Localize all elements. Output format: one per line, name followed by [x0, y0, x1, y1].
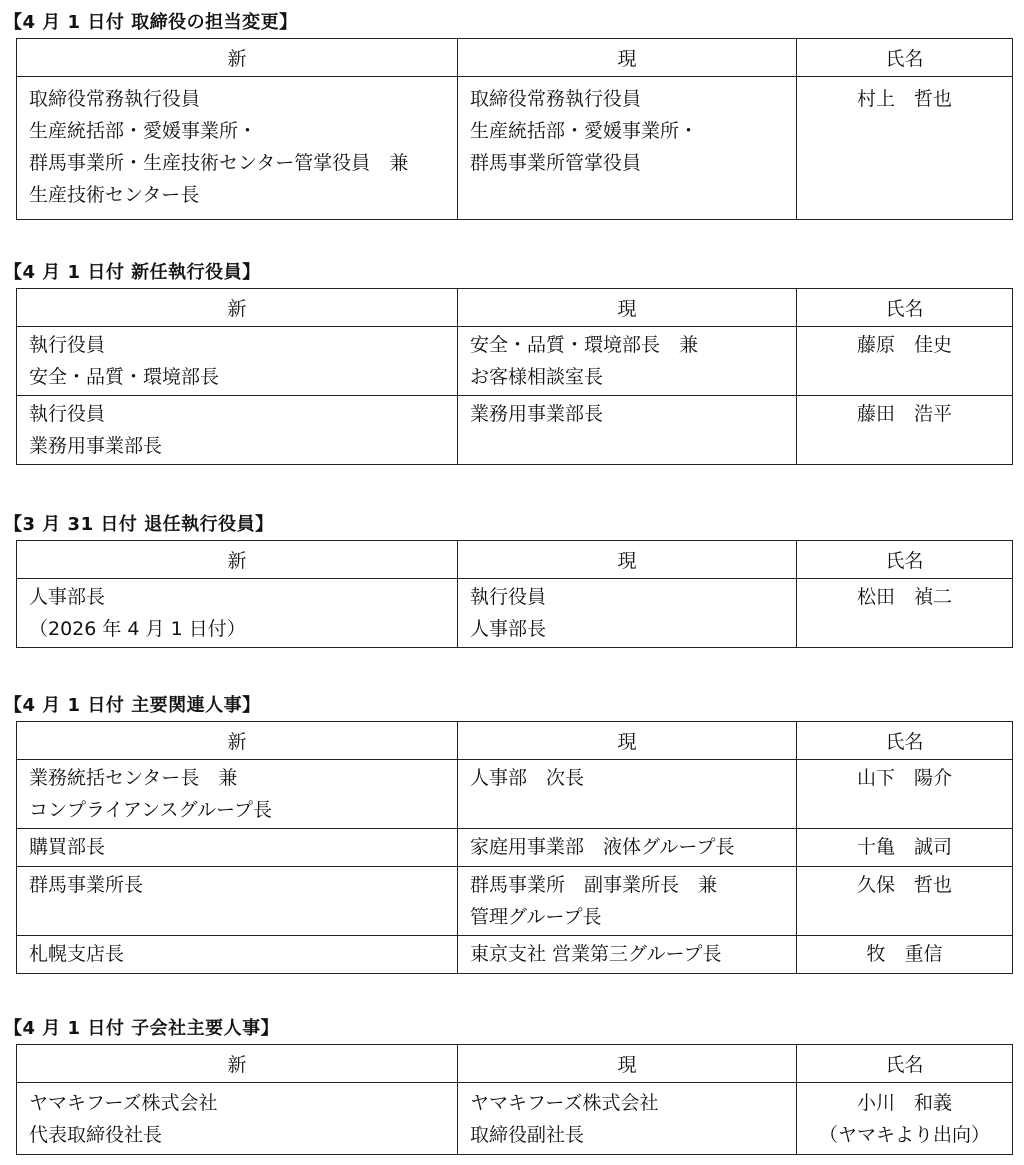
header-name: 氏名	[797, 1045, 1013, 1083]
current-position-line: 群馬事業所管掌役員	[470, 152, 642, 174]
person-name-cell	[797, 396, 1013, 465]
new-position-line: 業務用事業部長	[29, 435, 163, 457]
current-position-line: 業務用事業部長	[470, 403, 604, 425]
table-header-row	[17, 1045, 1013, 1083]
table-row	[17, 936, 1013, 974]
new-position-line: 札幌支店長	[29, 943, 125, 965]
new-position-cell	[17, 867, 458, 936]
person-name-cell	[797, 936, 1013, 974]
personnel-table	[16, 721, 1013, 974]
current-position-line: 安全・品質・環境部長 兼	[470, 334, 699, 356]
table-header-row	[17, 39, 1013, 77]
new-position-line: ヤマキフーズ株式会社	[29, 1092, 218, 1114]
table-row	[17, 1083, 1013, 1155]
header-name: 氏名	[797, 541, 1013, 579]
person-name-note: （ヤマキより出向）	[818, 1124, 990, 1146]
section-title: 【4 月 1 日付 子会社主要人事】	[4, 1018, 280, 1039]
current-position-line: ヤマキフーズ株式会社	[470, 1092, 659, 1114]
person-name-cell	[797, 760, 1013, 829]
new-position-line: （2026 年 4 月 1 日付）	[29, 618, 246, 640]
current-position-line: 生産統括部・愛媛事業所・	[470, 120, 699, 142]
header-new: 新	[17, 1045, 458, 1083]
current-position-line: 取締役副社長	[470, 1124, 585, 1146]
header-name: 氏名	[797, 289, 1013, 327]
current-position-cell	[458, 936, 797, 974]
new-position-line: 安全・品質・環境部長	[29, 366, 220, 388]
person-name: 松田 禎二	[856, 586, 952, 608]
new-position-cell	[17, 579, 458, 648]
new-position-line: 群馬事業所長	[29, 874, 144, 896]
person-name: 小川 和義	[856, 1092, 952, 1114]
new-position-line: 代表取締役社長	[29, 1124, 163, 1146]
table-header-row	[17, 289, 1013, 327]
new-position-cell	[17, 327, 458, 396]
section-title: 【3 月 31 日付 退任執行役員】	[4, 514, 274, 535]
current-position-cell	[458, 327, 797, 396]
personnel-table	[16, 1044, 1013, 1155]
section-title: 【4 月 1 日付 主要関連人事】	[4, 695, 261, 716]
person-name: 久保 哲也	[856, 874, 952, 896]
new-position-cell	[17, 1083, 458, 1155]
person-name: 藤田 浩平	[856, 403, 952, 425]
current-position-line: お客様相談室長	[470, 366, 604, 388]
new-position-cell	[17, 77, 458, 220]
new-position-cell	[17, 396, 458, 465]
header-name: 氏名	[797, 39, 1013, 77]
person-name-cell	[797, 867, 1013, 936]
new-position-line: 取締役常務執行役員	[29, 88, 201, 110]
personnel-table	[16, 288, 1013, 465]
current-position-line: 人事部 次長	[470, 767, 585, 789]
new-position-line: 執行役員	[29, 334, 106, 356]
new-position-line: 群馬事業所・生産技術センター管掌役員 兼	[29, 152, 409, 174]
current-position-line: 取締役常務執行役員	[470, 88, 642, 110]
new-position-line: 執行役員	[29, 403, 106, 425]
table-row	[17, 760, 1013, 829]
section-title: 【4 月 1 日付 新任執行役員】	[4, 262, 261, 283]
table-row	[17, 867, 1013, 936]
person-name: 牧 重信	[866, 943, 943, 965]
current-position-line: 群馬事業所 副事業所長 兼	[470, 874, 718, 896]
person-name-cell	[797, 579, 1013, 648]
table-row	[17, 396, 1013, 465]
new-position-cell	[17, 829, 458, 867]
table-header-row	[17, 722, 1013, 760]
person-name: 山下 陽介	[856, 767, 952, 789]
current-position-line: 東京支社 営業第三グループ長	[470, 943, 722, 965]
new-position-line: 生産技術センター長	[29, 184, 200, 206]
person-name: 村上 哲也	[856, 88, 952, 110]
new-position-cell	[17, 936, 458, 974]
current-position-cell	[458, 396, 797, 465]
personnel-table	[16, 38, 1013, 220]
header-current: 現	[458, 722, 797, 760]
current-position-cell	[458, 829, 797, 867]
current-position-cell	[458, 77, 797, 220]
header-new: 新	[17, 722, 458, 760]
table-header-row	[17, 541, 1013, 579]
table-row	[17, 327, 1013, 396]
current-position-line: 管理グループ長	[470, 906, 602, 928]
new-position-line: 購買部長	[29, 836, 106, 858]
header-new: 新	[17, 541, 458, 579]
new-position-line: 業務統括センター長 兼	[29, 767, 238, 789]
header-current: 現	[458, 1045, 797, 1083]
current-position-line: 執行役員	[470, 586, 547, 608]
new-position-line: 人事部長	[29, 586, 106, 608]
current-position-cell	[458, 867, 797, 936]
header-new: 新	[17, 39, 458, 77]
current-position-cell	[458, 760, 797, 829]
person-name-cell	[797, 77, 1013, 220]
current-position-cell	[458, 1083, 797, 1155]
table-row	[17, 77, 1013, 220]
section-title: 【4 月 1 日付 取締役の担当変更】	[4, 12, 298, 33]
new-position-line: 生産統括部・愛媛事業所・	[29, 120, 258, 142]
person-name-cell	[797, 327, 1013, 396]
personnel-table	[16, 540, 1013, 648]
current-position-line: 人事部長	[470, 618, 547, 640]
person-name-cell	[797, 1083, 1013, 1155]
new-position-line: コンプライアンスグループ長	[29, 799, 273, 821]
current-position-line: 家庭用事業部 液体グループ長	[470, 836, 735, 858]
header-new: 新	[17, 289, 458, 327]
person-name: 十亀 誠司	[856, 836, 952, 858]
header-current: 現	[458, 541, 797, 579]
header-current: 現	[458, 289, 797, 327]
table-row	[17, 579, 1013, 648]
header-current: 現	[458, 39, 797, 77]
current-position-cell	[458, 579, 797, 648]
header-name: 氏名	[797, 722, 1013, 760]
person-name-cell	[797, 829, 1013, 867]
new-position-cell	[17, 760, 458, 829]
person-name: 藤原 佳史	[856, 334, 952, 356]
table-row	[17, 829, 1013, 867]
